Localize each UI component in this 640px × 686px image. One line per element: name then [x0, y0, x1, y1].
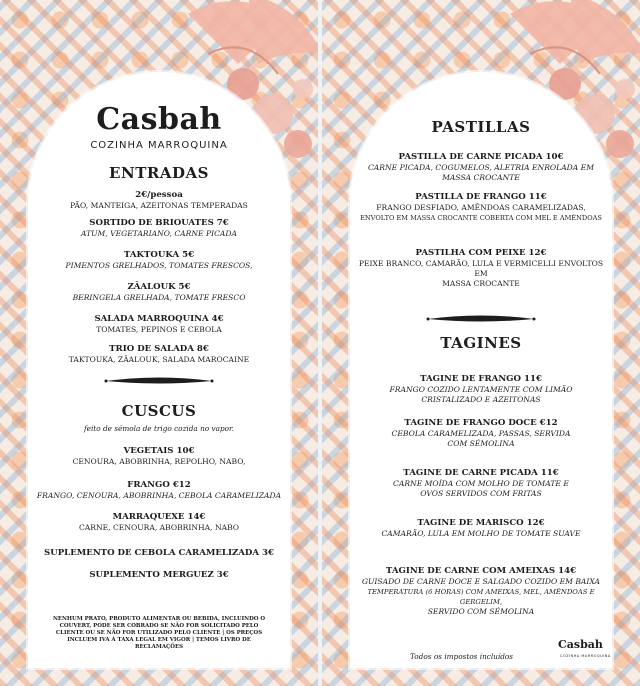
menu-item	[34, 570, 284, 581]
menu-item	[356, 248, 606, 289]
item-description: TEMPERATURA (6 HORAS) COM AMEIXAS, MEL, AMÊNDOAS E GERGELIM,	[367, 588, 595, 606]
menu-item	[34, 548, 284, 559]
item-description: CEBOLA CARAMELIZADA, PASSAS, SERVIDA	[391, 429, 571, 438]
menu-page-right	[322, 0, 640, 686]
item-description: ENVOLTO EM MASSA CROCANTE COBERTA COM MEL E AMÊNDOAS	[360, 214, 602, 222]
item-name: ZÂALOUK 5€	[127, 282, 191, 292]
menu-item	[356, 192, 606, 223]
menu-item	[34, 512, 284, 533]
menu-item	[34, 250, 284, 271]
item-description: FRANGO COZIDO LENTAMENTE COM LIMÃO	[389, 385, 573, 394]
item-name: SUPLEMENTO MERGUEZ 3€	[89, 570, 229, 580]
menu-item	[34, 480, 284, 501]
menu-item	[356, 374, 606, 405]
item-name: VEGETAIS 10€	[123, 446, 195, 456]
item-name: PASTILLA DE FRANGO 11€	[415, 192, 547, 202]
section-title-entradas: ENTRADAS	[109, 164, 209, 182]
item-name: SORTIDO DE BRIOUATES 7€	[89, 218, 229, 228]
menu-item	[356, 518, 606, 539]
item-description: BERINGELA GRELHADA, TOMATE FRESCO	[72, 293, 246, 302]
menu-item	[34, 190, 284, 211]
menu-arch-card	[28, 72, 290, 668]
menu-item	[356, 418, 606, 449]
legal-footer: NENHUM PRATO, PRODUTO ALIMENTAR OU BEBIDA, INCLUINDO O COUVERT, PODE SER COBRADO SE NÃO FOR SOLICITADO PELO CLIENTE OU SE NÃO FOR UTILIZADO PELO CLIENTE | OS PREÇOS INCLUEM IVA À TAXA LEGAL EM VIGOR | TEMOS LIVRO DE RECLAMAÇÕES	[52, 616, 266, 650]
menu-item	[356, 152, 606, 183]
item-description: OVOS SERVIDOS COM FRITAS	[420, 489, 542, 498]
item-name: TAGINE DE CARNE PICADA 11€	[403, 468, 559, 478]
casbah-logo: Casbah	[96, 102, 222, 137]
item-description: ATUM, VEGETARIANO, CARNE PICADA	[81, 229, 237, 238]
item-description: SERVIDO COM SÉMOLINA	[427, 607, 535, 616]
ornament-divider	[426, 314, 536, 324]
item-name: TAGINE DE FRANGO 11€	[420, 374, 542, 384]
item-name: TAGINE DE FRANGO DOCE €12	[404, 418, 558, 428]
menu-arch-card	[350, 72, 612, 668]
item-description: FRANGO DESFIADO, AMÊNDOAS CARAMELIZADAS,	[376, 203, 586, 212]
section-title-tagines: TAGINES	[440, 334, 522, 352]
item-name: PASTILHA COM PEIXE 12€	[415, 248, 547, 258]
item-name: TAKTOUKA 5€	[123, 250, 195, 260]
logo-subtitle: COZINHA MARROQUINA	[90, 140, 228, 151]
item-description: PEIXE BRANCO, CAMARÃO, LULA E VERMICELLI ENVOLTOS EM	[358, 259, 604, 278]
menu-item	[34, 218, 284, 239]
item-description: TOMATES, PEPINOS E CEBOLA	[96, 325, 222, 334]
item-name: PASTILLA DE CARNE PICADA 10€	[398, 152, 564, 162]
casbah-logo-small: Casbah	[558, 638, 603, 651]
item-description: CRISTALIZADO E AZEITONAS	[421, 395, 541, 404]
item-description: COM SÉMOLINA	[447, 439, 515, 448]
item-description: PÃO, MANTEIGA, AZEITONAS TEMPERADAS	[70, 201, 248, 210]
item-description: CARNE PICADA, COGUMELOS, ALETRIA ENROLADA EM	[368, 163, 594, 172]
item-description: PIMENTOS GRELHADOS, TOMATES FRESCOS,	[65, 261, 253, 270]
item-name: TAGINE DE CARNE COM AMEIXAS 14€	[385, 566, 577, 576]
menu-item	[356, 468, 606, 499]
item-description: CARNE MOÍDA COM MOLHO DE TOMATE E	[393, 479, 569, 488]
menu-item	[34, 282, 284, 303]
item-name: FRANGO €12	[127, 480, 191, 490]
menu-item	[34, 446, 284, 467]
menu-item	[34, 314, 284, 335]
section-title-cuscus: CUSCUS	[121, 402, 197, 420]
item-description: CAMARÃO, LULA EM MOLHO DE TOMATE SUAVE	[381, 529, 581, 538]
menu-item	[356, 566, 606, 617]
item-name: TAGINE DE MARISCO 12€	[417, 518, 545, 528]
item-description: MASSA CROCANTE	[442, 173, 520, 182]
item-description: CENOURA, ABOBRINHA, REPOLHO, NABO,	[72, 457, 246, 466]
item-description: GUISADO DE CARNE DOCE E SALGADO COZIDO EM BAIXA	[361, 577, 601, 586]
item-name: SUPLEMENTO DE CEBOLA CARAMELIZADA 3€	[44, 548, 274, 558]
section-title-pastillas: PASTILLAS	[431, 118, 531, 136]
ornament-divider	[104, 376, 214, 386]
item-description: MASSA CROCANTE	[442, 279, 520, 288]
item-description: TAKTOUKA, ZÂALOUK, SALADA MAROCAINE	[68, 355, 250, 364]
item-name: TRIO DE SALADA 8€	[109, 344, 209, 354]
logo-subtitle-small: COZINHA MARROQUINA	[560, 654, 611, 658]
item-description: FRANGO, CENOURA, ABOBRINHA, CEBOLA CARAMELIZADA	[36, 491, 282, 500]
item-name: MARRAQUEXE 14€	[112, 512, 206, 522]
menu-page-left	[0, 0, 318, 686]
item-name: 2€/pessoa	[135, 190, 183, 200]
menu-item	[34, 344, 284, 365]
item-name: SALADA MARROQUINA 4€	[94, 314, 224, 324]
taxes-note: Todos os impostos incluídos	[410, 652, 514, 661]
item-description: CARNE, CENOURA, ABOBRINHA, NABO	[78, 523, 240, 532]
cuscus-note: feito de sémola de trigo cozida no vapor.	[83, 424, 235, 433]
